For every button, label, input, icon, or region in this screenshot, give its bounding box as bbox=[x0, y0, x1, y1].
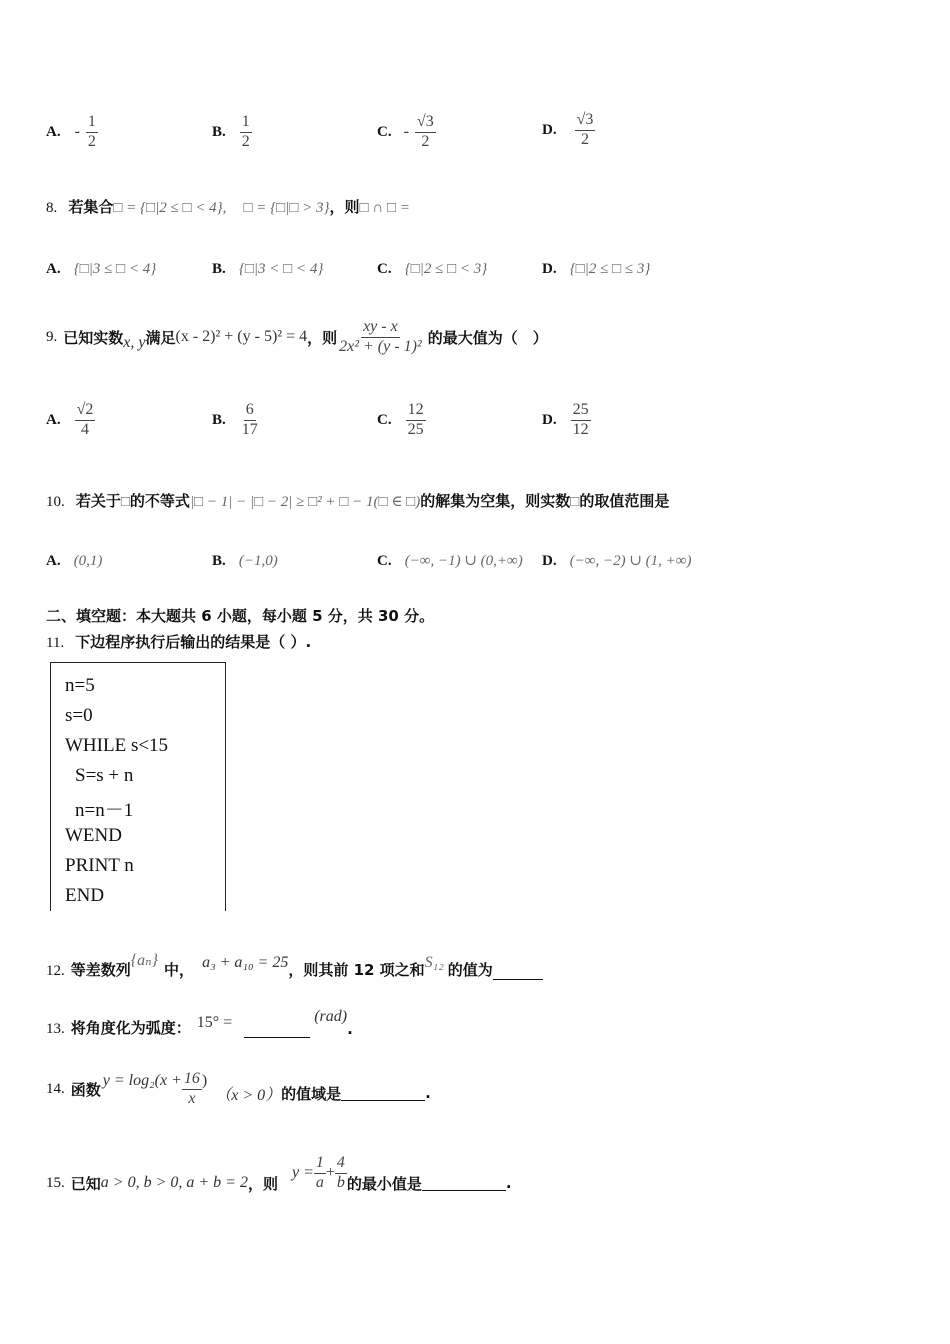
fraction: $\frac{1}{2}$ bbox=[241, 113, 250, 150]
q10-option-d: D. (−∞, −2) ∪ (1, +∞) bbox=[542, 553, 692, 569]
q9-option-a: A. $\frac{√2}{4}$ bbox=[46, 401, 94, 438]
question-12: 12. 等差数列 {aₙ} 中， a₃ + a₁₀ = 25 ，则其前 12 项之和 S₁₂ 的值为 bbox=[46, 946, 543, 980]
option-label: D. bbox=[542, 121, 557, 138]
section-heading: 二、填空题：本大题共 6 小题，每小题 5 分，共 30 分。 bbox=[46, 607, 435, 625]
sum-equation: a₃ + a₁₀ = 25 bbox=[202, 954, 289, 971]
code-line: WHILE s<15 bbox=[65, 735, 169, 756]
fraction: $\frac{25}{12}$ bbox=[572, 401, 589, 438]
rad-unit: (rad) bbox=[314, 1008, 348, 1025]
sequence: {aₙ} bbox=[130, 952, 159, 969]
q7-option-d bbox=[542, 106, 595, 154]
q8-option-a: A. {□|3 ≤ □ < 4} bbox=[46, 261, 157, 277]
minus-sign: - bbox=[74, 123, 80, 140]
fraction: $\frac{4}{b}$ bbox=[336, 1154, 345, 1191]
code-line: n=n－1 bbox=[75, 800, 134, 821]
domain-condition: （x > 0） bbox=[215, 1086, 282, 1104]
answer-blank[interactable] bbox=[244, 1023, 310, 1038]
question-9: 9. 已知实数 x, y 满足 (x - 2)² + (y - 5)² = 4 ，则 $\frac{xy - x}{\text{2x² + (y - 1)²}}$ 的最大值为（ ） bbox=[46, 318, 548, 355]
question-number: 15. bbox=[46, 1174, 65, 1191]
q9-option-b: B. $\frac{6}{17}$ bbox=[212, 401, 258, 438]
q8-option-b: B. {□|3 < □ < 4} bbox=[212, 261, 324, 277]
code-line: END bbox=[65, 885, 105, 906]
q9-option-d: D. $\frac{25}{12}$ bbox=[542, 401, 589, 438]
fraction: $\frac{12}{25}$ bbox=[407, 401, 424, 438]
q9-option-c: C. $\frac{12}{25}$ bbox=[377, 401, 424, 438]
question-8: 8. 若集合□ = {□|2 ≤ □ < 4}, □ = {□|□ > 3}，则□ ∩ □ = bbox=[46, 198, 410, 216]
code-line: PRINT n bbox=[65, 855, 134, 876]
question-number: 11. bbox=[46, 635, 65, 651]
answer-blank[interactable] bbox=[341, 1086, 425, 1101]
question-10: 10. 若关于□的不等式|□ − 1| − |□ − 2| ≥ □² + □ − 1(□ ∈ □)的解集为空集，则实数□的取值范围是 bbox=[46, 492, 670, 510]
q8-option-d: D. {□|2 ≤ □ ≤ 3} bbox=[542, 261, 651, 277]
question-number: 12. bbox=[46, 963, 65, 979]
answer-blank[interactable] bbox=[493, 965, 543, 980]
question-number: 13. bbox=[46, 1021, 65, 1037]
function-left: y = log₂(x + bbox=[102, 1072, 182, 1089]
option-label: B. bbox=[212, 123, 226, 140]
vars: x, y bbox=[123, 334, 146, 351]
q10-option-b: B. (−1,0) bbox=[212, 553, 278, 569]
question-14: 14. 函数 y = log₂(x + $\frac{16}{x}$ ) （x > 0） 的值域是 . bbox=[46, 1070, 431, 1107]
fraction: $\frac{√3}{2}$ bbox=[416, 113, 434, 150]
question-number: 8. bbox=[46, 200, 58, 216]
program-code-box bbox=[50, 662, 226, 911]
fraction: $\frac{6}{17}$ bbox=[241, 401, 258, 438]
question-number: 14. bbox=[46, 1080, 65, 1097]
s12: S₁₂ bbox=[424, 954, 444, 971]
fraction: $\frac{1}{a}$ bbox=[315, 1154, 324, 1191]
condition: a > 0, b > 0, a + b = 2 bbox=[100, 1174, 248, 1191]
question-number: 9. bbox=[46, 328, 58, 345]
q7-option-c bbox=[377, 110, 436, 154]
code-line: n=5 bbox=[65, 675, 95, 696]
code-line: WEND bbox=[65, 825, 122, 846]
option-label: A. bbox=[46, 123, 61, 140]
q7-option-a bbox=[46, 110, 98, 154]
question-15: 15. 已知 a > 0, b > 0, a + b = 2 ，则 y = $\frac{1}{a}$ + $\frac{4}{b}$ 的最小值是 . bbox=[46, 1154, 512, 1193]
code-line: S=s + n bbox=[75, 765, 134, 786]
option-label: C. bbox=[377, 123, 392, 140]
degree-expr: 15° = bbox=[196, 1014, 233, 1031]
set-b: □ = {□|□ > 3} bbox=[243, 200, 330, 216]
minus-sign: - bbox=[403, 123, 409, 140]
answer-blank[interactable] bbox=[422, 1176, 506, 1191]
fraction: $\frac{√3}{2}$ bbox=[576, 111, 594, 148]
question-13: 13. 将角度化为弧度： 15° = (rad) . bbox=[46, 1008, 353, 1038]
inequality: |□ − 1| − |□ − 2| ≥ □² + □ − 1(□ ∈ □) bbox=[189, 494, 421, 510]
code-line: s=0 bbox=[65, 705, 93, 726]
fraction: $\frac{16}{x}$ bbox=[183, 1070, 200, 1107]
target-fraction: $\frac{xy - x}{\text{2x² + (y - 1)²}}$ bbox=[339, 318, 422, 355]
fraction: $\frac{1}{2}$ bbox=[87, 113, 96, 150]
q8-option-c: C. {□|2 ≤ □ < 3} bbox=[377, 261, 488, 277]
q7-option-b bbox=[212, 110, 252, 154]
set-a: □ = {□|2 ≤ □ < 4}, bbox=[113, 200, 227, 216]
intersection-expr: □ ∩ □ = bbox=[359, 200, 410, 216]
fraction: $\frac{√2}{4}$ bbox=[76, 401, 94, 438]
question-number: 10. bbox=[46, 494, 65, 510]
question-11: 11. 下边程序执行后输出的结果是（ ）. bbox=[46, 633, 312, 651]
circle-equation: (x - 2)² + (y - 5)² = 4 bbox=[175, 328, 308, 345]
q10-option-a: A. (0,1) bbox=[46, 553, 103, 569]
q10-option-c: C. (−∞, −1) ∪ (0,+∞) bbox=[377, 553, 523, 569]
